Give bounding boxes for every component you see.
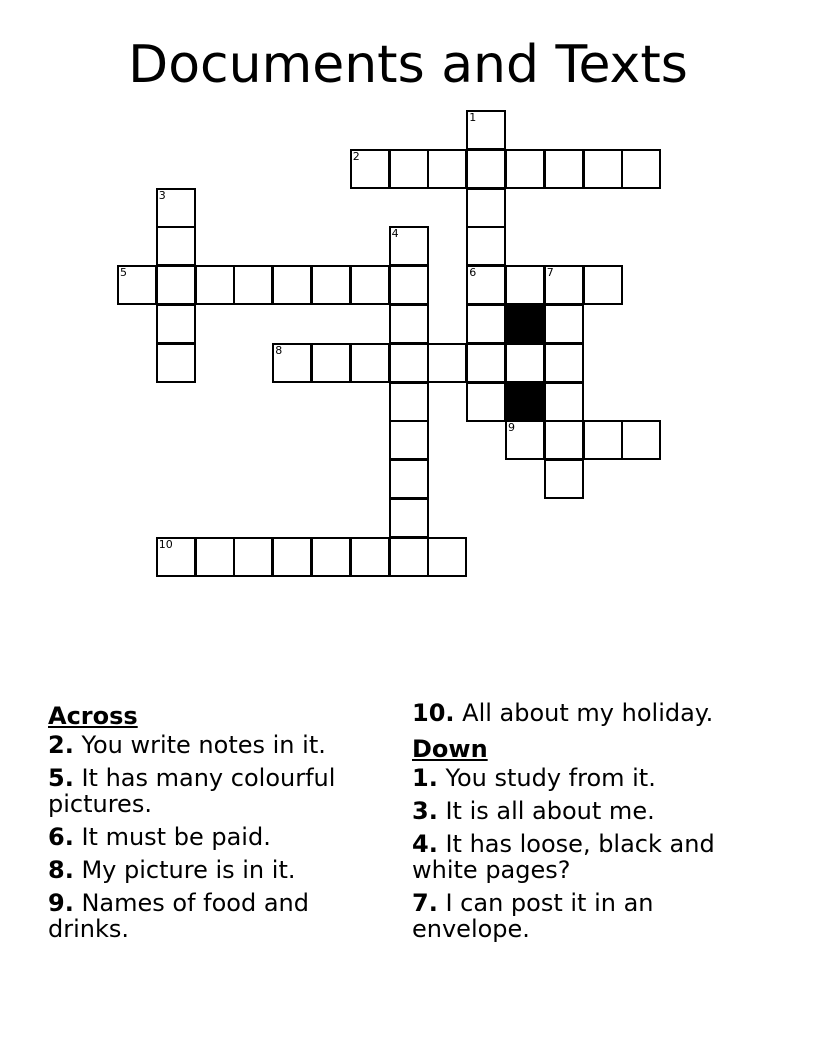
crossword-cell[interactable]	[233, 537, 273, 577]
crossword-cell[interactable]	[466, 110, 506, 150]
crossword-cell[interactable]	[389, 343, 429, 383]
clue-down-1	[412, 765, 752, 791]
clue-across-2	[48, 732, 388, 758]
crossword-cell[interactable]	[389, 226, 429, 266]
crossword-cell[interactable]	[466, 188, 506, 228]
clue-text: It must be paid.	[81, 823, 271, 851]
crossword-cell[interactable]	[466, 304, 506, 344]
crossword-cell[interactable]	[389, 537, 429, 577]
clue-number: 4.	[412, 830, 438, 858]
crossword-cell[interactable]	[117, 265, 157, 305]
crossword-cell[interactable]	[544, 420, 584, 460]
clue-number: 9.	[48, 889, 74, 917]
clue-number: 6.	[48, 823, 74, 851]
crossword-cell[interactable]	[350, 149, 390, 189]
clue-number: 5.	[48, 764, 74, 792]
crossword-cell[interactable]	[583, 420, 623, 460]
crossword-cell[interactable]	[389, 459, 429, 499]
crossword-cell[interactable]	[583, 149, 623, 189]
crossword-cell[interactable]	[389, 498, 429, 538]
clue-text: It has loose, black and white pages?	[412, 830, 715, 884]
crossword-cell[interactable]	[156, 226, 196, 266]
clue-across-9	[48, 890, 388, 942]
clue-across-5	[48, 765, 388, 817]
clue-number-label: 8	[275, 343, 283, 357]
crossword-cell[interactable]	[427, 343, 467, 383]
crossword-cell[interactable]	[156, 343, 196, 383]
crossword-cell[interactable]	[156, 265, 196, 305]
clue-number-label: 5	[120, 266, 127, 280]
crossword-cell[interactable]	[195, 265, 235, 305]
crossword-cell[interactable]	[427, 537, 467, 577]
crossword-cell[interactable]	[466, 265, 506, 305]
clue-number-label: 7	[546, 266, 554, 280]
clue-number-label: 10	[158, 537, 173, 551]
crossword-cell[interactable]	[389, 149, 429, 189]
crossword-cell[interactable]	[621, 420, 661, 460]
crossword-cell[interactable]	[544, 382, 584, 422]
crossword-cell[interactable]	[505, 420, 545, 460]
crossword-cell[interactable]	[544, 304, 584, 344]
clue-text: My picture is in it.	[81, 856, 296, 884]
crossword-cell[interactable]	[466, 226, 506, 266]
crossword-cell[interactable]	[544, 343, 584, 383]
clue-number: 7.	[412, 889, 438, 917]
clue-down-4	[412, 831, 752, 883]
across-heading: Across	[48, 702, 138, 730]
clue-number-label: 6	[469, 266, 477, 280]
clue-number: 10.	[412, 699, 455, 727]
clue-number-label: 3	[158, 188, 166, 202]
crossword-cell[interactable]	[389, 265, 429, 305]
clue-number: 2.	[48, 731, 74, 759]
clue-text: You write notes in it.	[81, 731, 326, 759]
crossword-cell[interactable]	[621, 149, 661, 189]
crossword-cell[interactable]	[156, 537, 196, 577]
clues-left-column	[48, 700, 388, 949]
crossword-cell[interactable]	[544, 459, 584, 499]
crossword-cell[interactable]	[544, 149, 584, 189]
clue-text: You study from it.	[445, 764, 656, 792]
clues-right-column	[412, 700, 752, 949]
crossword-cell[interactable]	[389, 420, 429, 460]
crossword-cell[interactable]	[505, 265, 545, 305]
crossword-cell[interactable]	[466, 149, 506, 189]
crossword-cell[interactable]	[311, 537, 351, 577]
crossword-cell[interactable]	[544, 265, 584, 305]
crossword-cell[interactable]	[195, 537, 235, 577]
clue-text: I can post it in an envelope.	[412, 889, 654, 943]
crossword-cell[interactable]	[233, 265, 273, 305]
clue-number: 8.	[48, 856, 74, 884]
clue-down-3	[412, 798, 752, 824]
crossword-cell[interactable]	[272, 265, 312, 305]
crossword-cell[interactable]	[505, 343, 545, 383]
crossword-cell[interactable]	[389, 382, 429, 422]
crossword-cell[interactable]	[311, 265, 351, 305]
crossword-cell[interactable]	[156, 304, 196, 344]
crossword-cell[interactable]	[389, 304, 429, 344]
crossword-block	[505, 304, 545, 344]
crossword-cell[interactable]	[466, 382, 506, 422]
clue-text: It is all about me.	[445, 797, 655, 825]
clue-down-7	[412, 890, 752, 942]
clue-number: 1.	[412, 764, 438, 792]
page-title: Documents and Texts	[128, 35, 688, 95]
crossword-cell[interactable]	[427, 149, 467, 189]
crossword-cell[interactable]	[156, 188, 196, 228]
crossword-cell[interactable]	[311, 343, 351, 383]
clue-text: Names of food and drinks.	[48, 889, 309, 943]
crossword-cell[interactable]	[583, 265, 623, 305]
crossword-cell[interactable]	[350, 537, 390, 577]
clue-text: All about my holiday.	[462, 699, 714, 727]
clue-text: It has many colourful pictures.	[48, 764, 336, 818]
crossword-cell[interactable]	[350, 265, 390, 305]
crossword-cell[interactable]	[272, 537, 312, 577]
crossword-cell[interactable]	[466, 343, 506, 383]
clue-number-label: 4	[391, 227, 399, 241]
down-heading: Down	[412, 735, 488, 763]
crossword-cell[interactable]	[272, 343, 312, 383]
crossword-cell[interactable]	[505, 149, 545, 189]
clue-number: 3.	[412, 797, 438, 825]
clue-number-label: 2	[352, 149, 360, 163]
clue-number-label: 9	[508, 421, 515, 435]
clue-number-label: 1	[469, 111, 477, 124]
clue-across-10	[412, 700, 752, 726]
clue-across-6	[48, 824, 388, 850]
crossword-block	[505, 382, 545, 422]
clue-across-8	[48, 857, 388, 883]
crossword-cell[interactable]	[350, 343, 390, 383]
